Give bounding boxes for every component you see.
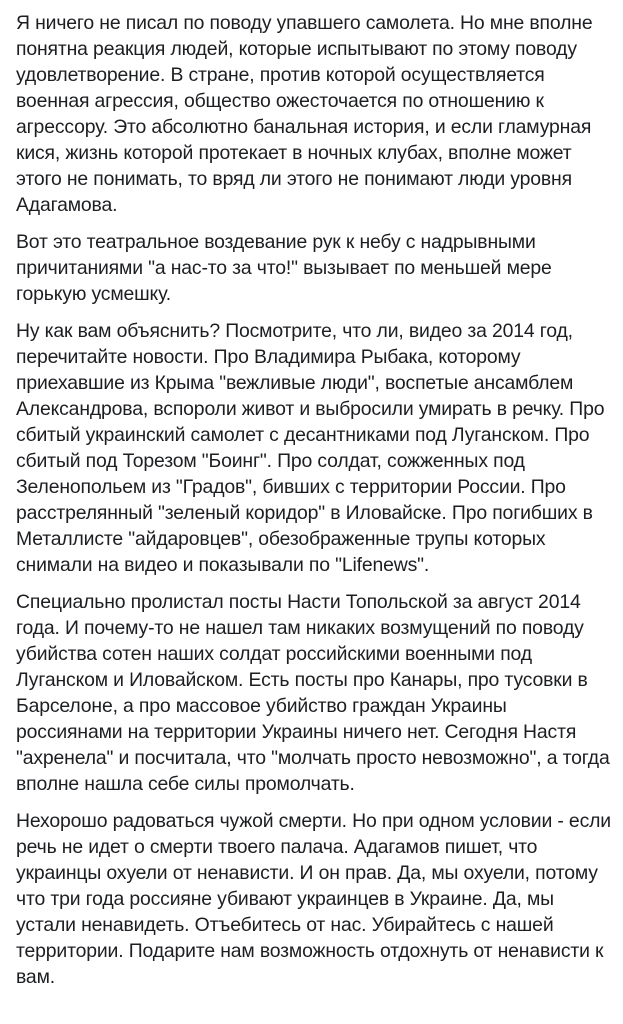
paragraph-5: Нехорошо радоваться чужой смерти. Но при одном условии - если речь не идет о смерти твоего палача. Адагамов пишет, что украинцы охуели от ненависти. И он прав. Да, мы охуели, потому что три года россияне убивают украинцев в Украине. Да, мы устали ненавидеть. Отъебитесь от нас. Убирайтесь с нашей территории. Подарите нам возможность отдохнуть от ненависти к вам. [16,810,611,988]
paragraph-3: Ну как вам объяснить? Посмотрите, что ли, видео за 2014 год, перечитайте новости. Про Владимира Рыбака, которому приехавшие из Крыма "вежливые люди", воспетые ансамблем Александрова, вспороли живот и выбросили умирать в речку. Про сбитый украинский самолет с десантниками под Луганском. Про сбитый под Торезом "Боинг". Про солдат, сожженных под Зеленопольем из "Градов", бивших с территории России. Про расстрелянный "зеленый коридор" в Иловайске. Про погибших в Металлисте "айдаровцев", обезображенные трупы которых снимали на видео и показывали по "Lifenews". [16,320,605,576]
paragraph-1: Я ничего не писал по поводу упавшего самолета. Но мне вполне понятна реакция людей, которые испытывают по этому поводу удовлетворение. В стране, против которой осуществляется военная агрессия, общество ожесточается по отношению к агрессору. Это абсолютно банальная история, и если гламурная кися, жизнь которой протекает в ночных клубах, вполне может этого не понимать, то вряд ли этого не понимают люди уровня Адагамова. [16,12,593,216]
paragraph-4: Специально пролистал посты Насти Топольской за август 2014 года. И почему-то не нашел там никаких возмущений по поводу убийства сотен наших солдат российскими военными под Луганском и Иловайском. Есть посты про Канары, про тусовки в Барселоне, а про массовое убийство граждан Украины россиянами на территории Украины ничего нет. Сегодня Настя "ахренела" и посчитала, что "молчать просто невозможно", а тогда вполне нашла себе силы промолчать. [16,591,610,795]
paragraph-2: Вот это театральное воздевание рук к небу с надрывными причитаниями "а нас-то за что!" вызывает по меньшей мере горькую усмешку. [16,231,552,305]
